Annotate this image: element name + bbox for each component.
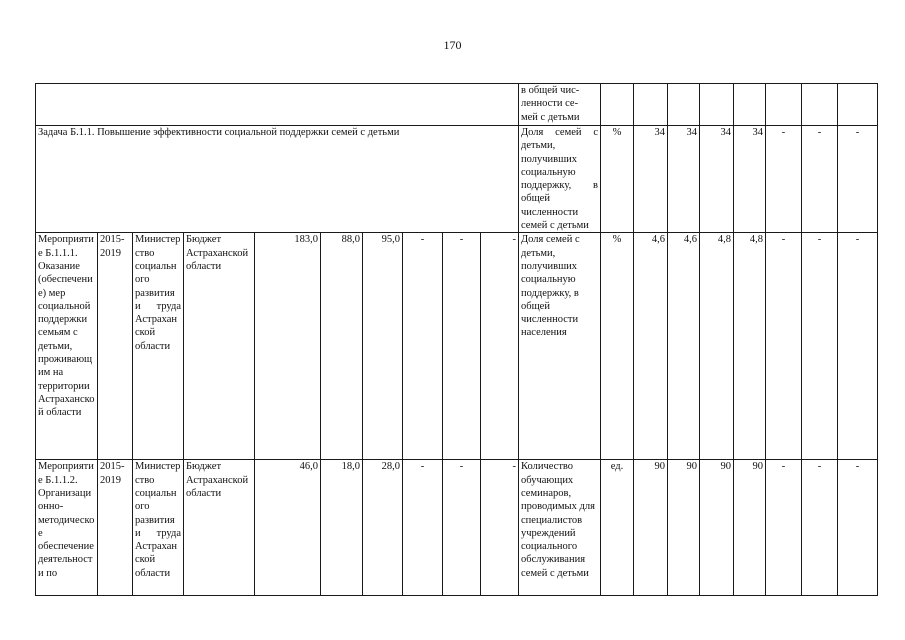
measure-year-amount: 88,0 (321, 233, 363, 460)
measure-name: Мероприятие Б.1.1.2. Организационно-методическое обеспечение деятельности по (36, 460, 98, 596)
measure-indicator-value: - (802, 233, 838, 460)
measure-row (36, 233, 878, 460)
measure-unit: % (601, 233, 634, 460)
measure-year-amount: - (443, 233, 481, 460)
measure-unit: ед. (601, 460, 634, 596)
measure-funding-source: Бюджет Астраханской области (184, 460, 255, 596)
page-number: 170 (443, 38, 462, 52)
measure-indicator-value: - (766, 233, 802, 460)
measure-indicator-value: 4,8 (734, 233, 766, 460)
measure-executor: Министерство социального развития и труда Астраханской области (133, 460, 184, 596)
measure-year-amount: - (481, 233, 519, 460)
measure-row (36, 460, 878, 596)
measure-indicator-value: - (838, 460, 878, 596)
measure-year-amount: - (443, 460, 481, 596)
measure-indicator-value: 90 (668, 460, 700, 596)
measure-indicator-value: - (802, 460, 838, 596)
task-value: - (766, 126, 802, 233)
measure-period: 2015-2019 (98, 233, 133, 460)
continuation-blank-cell (36, 84, 519, 126)
measure-total: 46,0 (255, 460, 321, 596)
measure-year-amount: - (481, 460, 519, 596)
measure-indicator: Количество обучающих семинаров, проводимых для специалистов учреждений социального обслуживания семей с детьми (519, 460, 601, 596)
task-unit: % (601, 126, 634, 233)
measure-year-amount: 28,0 (363, 460, 403, 596)
task-value: 34 (634, 126, 668, 233)
measure-indicator-value: 90 (734, 460, 766, 596)
task-value: 34 (700, 126, 734, 233)
measure-year-amount: 95,0 (363, 233, 403, 460)
measure-indicator-value: 90 (634, 460, 668, 596)
task-value: 34 (668, 126, 700, 233)
measure-name: Мероприятие Б.1.1.1. Оказание (обеспечение) мер социальной поддержки семьям с детьми, проживающим на территории Астраханской области (36, 233, 98, 460)
task-title: Задача Б.1.1. Повышение эффективности социальной поддержки семей с детьми (36, 126, 519, 233)
measure-indicator-value: - (838, 233, 878, 460)
measure-executor: Министерство социального развития и труда Астраханской области (133, 233, 184, 460)
task-indicator: Доля семей с детьми, получивших социальную поддержку, в общей численности семей с детьми (519, 126, 601, 233)
measure-year-amount: - (403, 460, 443, 596)
task-value: 34 (734, 126, 766, 233)
continuation-row (36, 84, 878, 126)
measure-year-amount: 18,0 (321, 460, 363, 596)
measure-indicator-value: 4,6 (668, 233, 700, 460)
measure-indicator-value: 90 (700, 460, 734, 596)
task-value: - (838, 126, 878, 233)
continuation-indicator-cell: в общей чис- ленности се- мей с детьми (519, 84, 601, 126)
measure-period: 2015-2019 (98, 460, 133, 596)
task-row (36, 126, 878, 233)
measure-indicator: Доля семей с детьми, получивших социальную поддержку, в общей численности населения (519, 233, 601, 460)
program-table (35, 83, 878, 596)
measure-indicator-value: 4,6 (634, 233, 668, 460)
measure-indicator-value: - (766, 460, 802, 596)
measure-total: 183,0 (255, 233, 321, 460)
task-value: - (802, 126, 838, 233)
measure-indicator-value: 4,8 (700, 233, 734, 460)
measure-funding-source: Бюджет Астраханской области (184, 233, 255, 460)
measure-year-amount: - (403, 233, 443, 460)
